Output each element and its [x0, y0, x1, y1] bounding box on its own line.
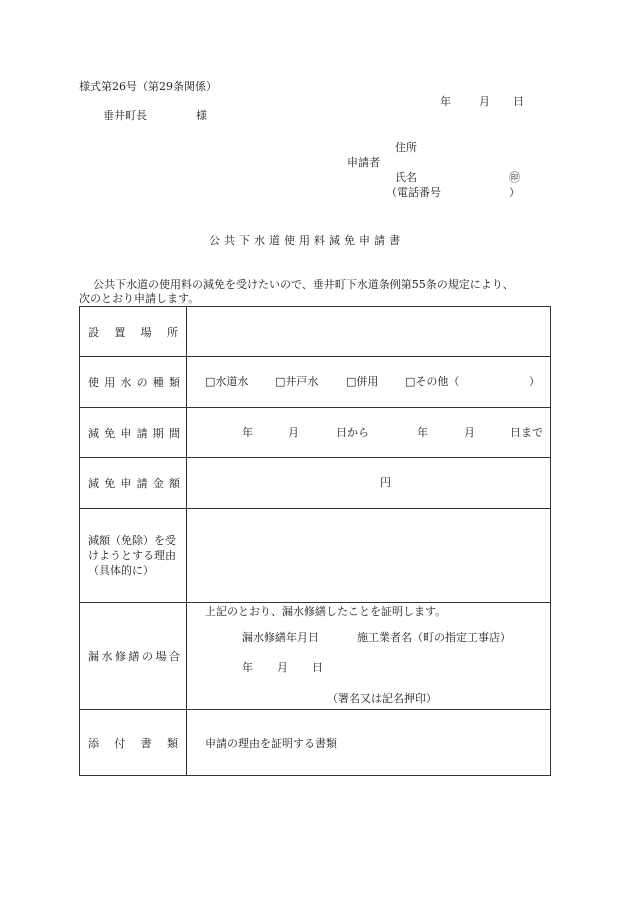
addressee-name: 垂井町長	[103, 109, 147, 122]
period-to-year: 年	[417, 426, 428, 439]
attachment-value: 申請の理由を証明する書類	[205, 736, 337, 750]
option-other-close: ）	[529, 375, 540, 388]
leak-statement: 上記のとおり、漏水修繕したことを証明します。	[205, 605, 447, 618]
row-leak-repair	[80, 603, 551, 710]
seal-mark: ㊞	[509, 171, 520, 184]
leak-date-month: 月	[277, 661, 288, 674]
intro-line-2: 次のとおり申請します。	[79, 292, 200, 305]
leak-date-day: 日	[312, 661, 323, 674]
label-reason: 減額（免除）を受 けようとする理由 （具体的に）	[80, 509, 187, 603]
label-leak-repair: 漏 水 修 繕 の 場 合	[80, 603, 187, 710]
option-well-water[interactable]: □井戸水	[275, 375, 319, 388]
option-combined[interactable]: □併用	[346, 375, 379, 388]
amount-field[interactable]	[187, 458, 551, 509]
application-form-table	[79, 306, 551, 776]
applicant-address-label: 住所	[395, 141, 417, 154]
applicant-name-label: 氏名	[395, 171, 417, 184]
label-period: 減 免 申 請 期 間	[80, 408, 187, 458]
signature-note: （署名又は記名押印）	[327, 692, 437, 705]
label-attachment: 添 付 書 類	[80, 710, 187, 776]
date-year-label: 年	[440, 95, 451, 108]
water-type-field	[187, 357, 551, 408]
addressee-honorific: 様	[196, 109, 207, 122]
period-to-month: 月	[464, 426, 475, 439]
period-from-day: 日から	[336, 426, 369, 439]
period-from-year: 年	[242, 426, 253, 439]
intro-line-1: 公共下水道の使用料の減免を受けたいので、垂井町下水道条例第55条の規定により、	[93, 278, 514, 291]
repair-date-label: 漏水修繕年月日	[242, 631, 319, 644]
attachment-field	[187, 710, 551, 776]
row-amount	[80, 458, 551, 509]
period-to-day: 日まで	[510, 426, 543, 439]
leak-date-year: 年	[242, 661, 253, 674]
row-location	[80, 307, 551, 357]
row-period	[80, 408, 551, 458]
row-reason	[80, 509, 551, 603]
contractor-label: 施工業者名（町の指定工事店）	[357, 631, 511, 644]
form-number: 様式第26号（第29条関係）	[79, 80, 217, 93]
amount-unit: 円	[380, 476, 391, 489]
applicant-label: 申請者	[347, 156, 380, 169]
row-water-type	[80, 357, 551, 408]
period-from-month: 月	[288, 426, 299, 439]
option-other[interactable]: □その他（	[405, 375, 460, 388]
phone-close: ）	[509, 186, 520, 199]
row-attachment	[80, 710, 551, 776]
date-day-label: 日	[513, 95, 524, 108]
label-water-type: 使 用 水 の 種 類	[80, 357, 187, 408]
document-title: 公共下水道使用料減免申請書	[209, 234, 404, 247]
option-tap-water[interactable]: □水道水	[205, 375, 249, 388]
period-field[interactable]	[187, 408, 551, 458]
leak-repair-field	[187, 603, 551, 710]
reason-field[interactable]	[187, 509, 551, 603]
label-location: 設 置 場 所	[80, 307, 187, 357]
location-field[interactable]	[187, 307, 551, 357]
label-amount: 減 免 申 請 金 額	[80, 458, 187, 509]
date-month-label: 月	[479, 95, 490, 108]
phone-label: （電話番号	[386, 186, 441, 199]
